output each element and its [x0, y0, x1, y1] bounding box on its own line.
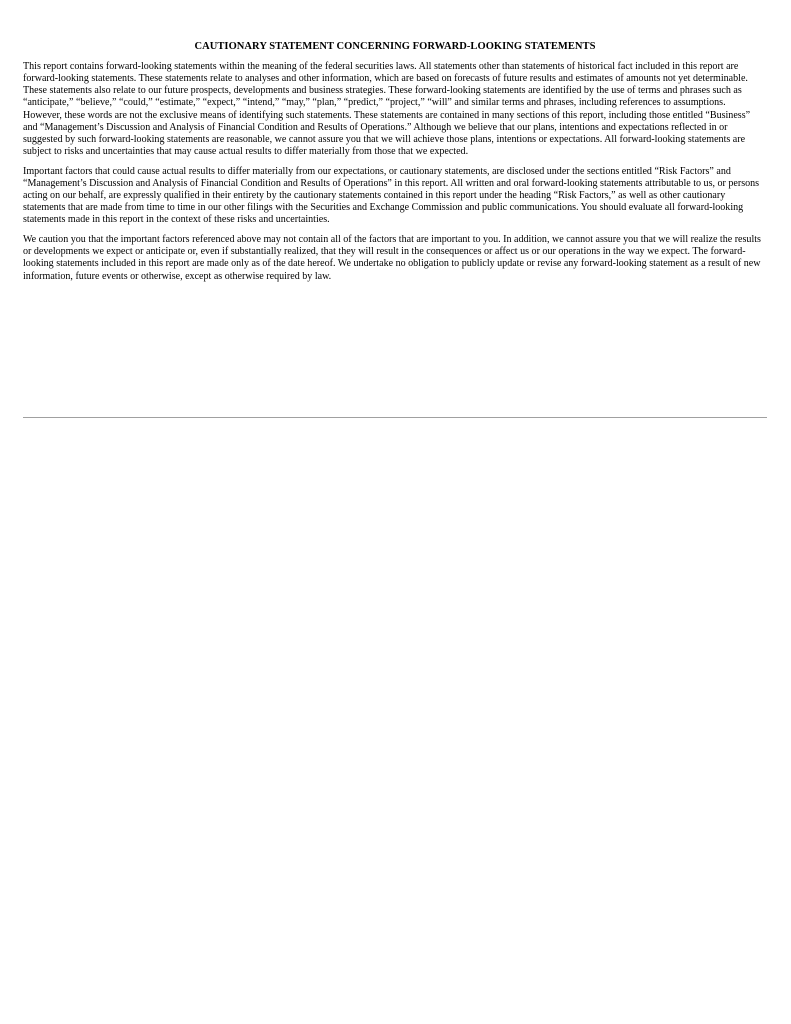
paragraph-forward-looking-intro: This report contains forward-looking statements within the meaning of the federal securities laws. All statements other than statements of historical fact included in this report are forward-looking statements. These statements relate to analyses and other information, which are based on forecasts of future results and estimates of amounts not yet determinable. These statements also relate to our future prospects, developments and business strategies. These forward-looking statements are identified by the use of terms and phrases such as “anticipate,” “believe,” “could,” “estimate,” “expect,” “intend,” “may,” “plan,” “predict,” “project,” “will” and similar terms and phrases, including references to assumptions. However, these words are not the exclusive means of identifying such statements. These statements are contained in many sections of this report, including those entitled “Business” and “Management’s Discussion and Analysis of Financial Condition and Results of Operations.” Although we believe that our plans, intentions and expectations reflected in or suggested by such forward-looking statements are reasonable, we cannot assure you that we will achieve those plans, intentions or expectations. All forward-looking statements are subject to risks and uncertainties that may cause actual results to differ materially from those that we expected.: [23, 61, 751, 158]
page-divider: [23, 417, 767, 418]
document-body: [23, 40, 767, 290]
page-title: CAUTIONARY STATEMENT CONCERNING FORWARD-LOOKING STATEMENTS: [194, 41, 596, 52]
paragraph-caution: We caution you that the important factors referenced above may not contain all of the factors that are important to you. In addition, we cannot assure you that we will realize the results or developments we expect or anticipate or, even if substantially realized, that they will result in the consequences or affect us or our operations in the way we expect. The forward-looking statements included in this report are made only as of the date hereof. We undertake no obligation to publicly update or revise any forward-looking statement as a result of new information, future events or otherwise, except as otherwise required by law.: [23, 234, 761, 282]
paragraph-important-factors: Important factors that could cause actual results to differ materially from our expectations, or cautionary statements, are disclosed under the sections entitled “Risk Factors” and “Management’s Discussion and Analysis of Financial Condition and Results of Operations” in this report. All written and oral forward-looking statements attributable to us, or persons acting on our behalf, are expressly qualified in their entirety by the cautionary statements contained in this report under the heading “Risk Factors,” as well as other cautionary statements that are made from time to time in our other filings with the Securities and Exchange Commission and public communications. You should evaluate all forward-looking statements made in this report in the context of these risks and uncertainties.: [23, 165, 760, 226]
